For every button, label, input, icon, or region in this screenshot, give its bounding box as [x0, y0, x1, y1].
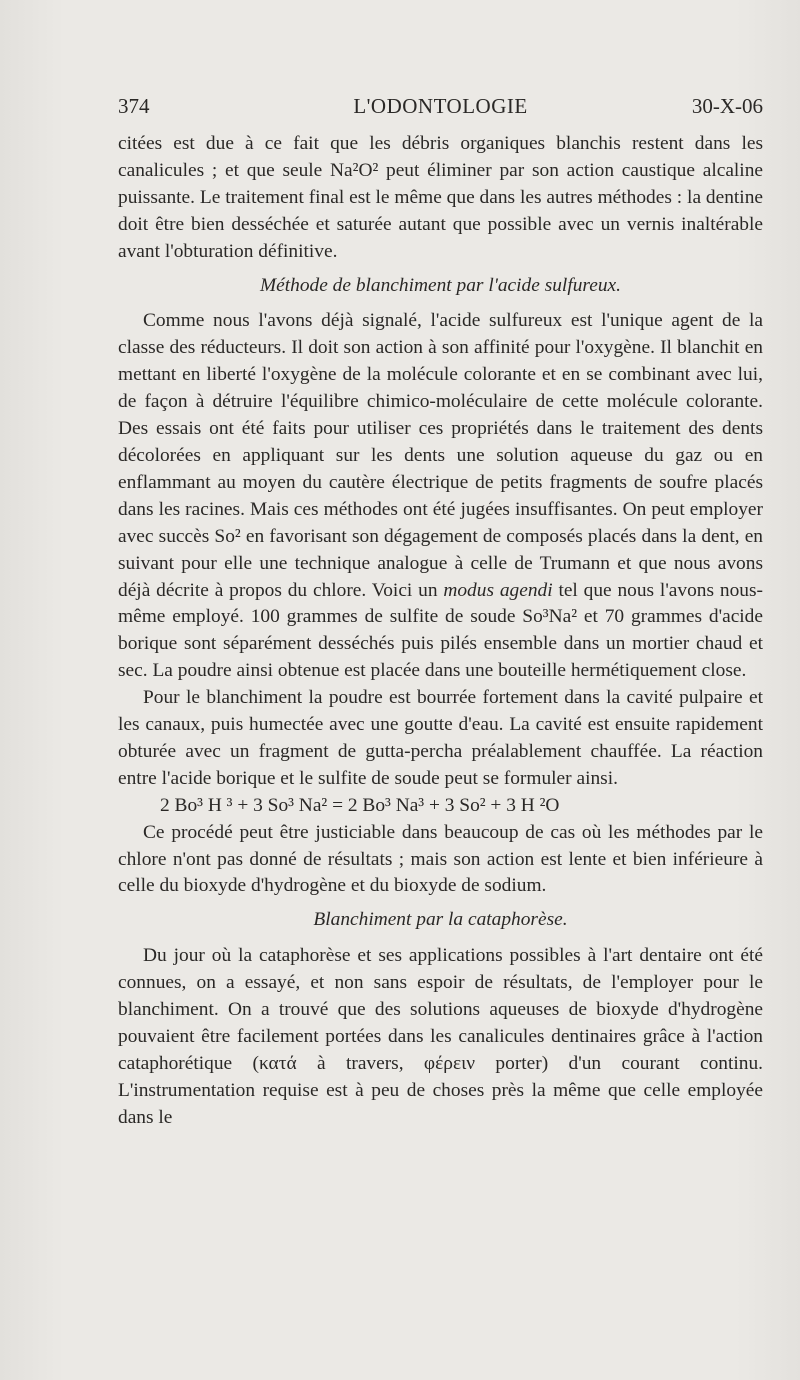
paragraph-cataphoresis: Du jour où la cataphorèse et ses applications possibles à l'art dentaire ont été connues, on a essayé, et non sans espoir de résultats, de l'employer pour le blanchiment. On a trouvé que des solutions aqueuses de bioxyde d'hydrogène pouvaient être facilement portées dans les canalicules dentinaires grâce à l'action cataphorétique (κατά à travers, φέρειν porter) d'un courant continu. L'instrumentation requise est à peu de choses près la même que celle employée dans le: [118, 945, 763, 1128]
running-header: [118, 94, 763, 126]
issue-date: 30-X-06: [691, 94, 763, 118]
paragraph-procedure: Pour le blanchiment la poudre est bourrée fortement dans la cavité pulpaire et les canaux, puis humectée avec une goutte d'eau. La cavité est ensuite rapidement obturée avec un fragment de gutta-percha préalablement chauffée. La réaction entre l'acide borique et le sulfite de soude peut se formuler ainsi.: [118, 687, 763, 789]
section-heading-cataphoresis: Blanchiment par la cataphorèse.: [313, 909, 568, 931]
paragraph-text: tel que nous l'avons nous-même employé. 100 grammes de sulfite de soude So³Na² et 70 grammes d'acide borique sont séparément desséchés puis pilés ensemble dans un mortier chaud et sec. La poudre ainsi obtenue est placée dans une bouteille hermétiquement close.: [118, 579, 763, 682]
section-heading-sulfurous-acid: Méthode de blanchiment par l'acide sulfureux.: [260, 274, 621, 296]
paragraph-sulfurous-acid: [118, 308, 763, 685]
page-number: 374: [118, 94, 150, 118]
paragraph-continuation: citées est due à ce fait que les débris organiques blanchis restent dans les canalicules ; et que seule Na²O² peut éliminer par son action caustique alcaline puissante. Le traitement final est le même que dans les autres méthodes : la dentine doit être bien desséchée et saturée autant que possible avec un vernis inaltérable avant l'obturation définitive.: [118, 133, 763, 262]
article-body: [118, 131, 763, 1132]
chemical-formula: 2 Bo³ H ³ + 3 So³ Na² = 2 Bo³ Na³ + 3 So² + 3 H ²O: [160, 794, 560, 816]
journal-title: L'ODONTOLOGIE: [353, 94, 528, 118]
paragraph-evaluation: Ce procédé peut être justiciable dans beaucoup de cas où les méthodes par le chlore n'ont pas donné de résultats ; mais son action est lente et bien inférieure à celle du bioxyde d'hydrogène et du bioxyde de sodium.: [118, 821, 763, 897]
paragraph-text: Comme nous l'avons déjà signalé, l'acide sulfureux est l'unique agent de la classe des réducteurs. Il doit son action à son affinité pour l'oxygène. Il blanchit en mettant en liberté l'oxygène de la molécule colorante et en se combinant avec lui, de façon à détruire l'équilibre chimico-moléculaire de cette molécule colorante. Des essais ont été faits pour utiliser ces propriétés dans le traitement des dents décolorées en appliquant sur les dents une solution aqueuse du gaz ou en enflammant au moyen du cautère électrique de petits fragments de soufre placés dans les racines. Mais ces méthodes ont été jugées insuffisantes. On peut employer avec succès So² en favorisant son dégagement de composés placés dans la dent, en suivant pour elle une technique analogue à celle de Trumann et que nous avons déjà décrite à propos du chlore. Voici un: [118, 310, 763, 601]
latin-phrase: modus agendi: [443, 579, 553, 601]
